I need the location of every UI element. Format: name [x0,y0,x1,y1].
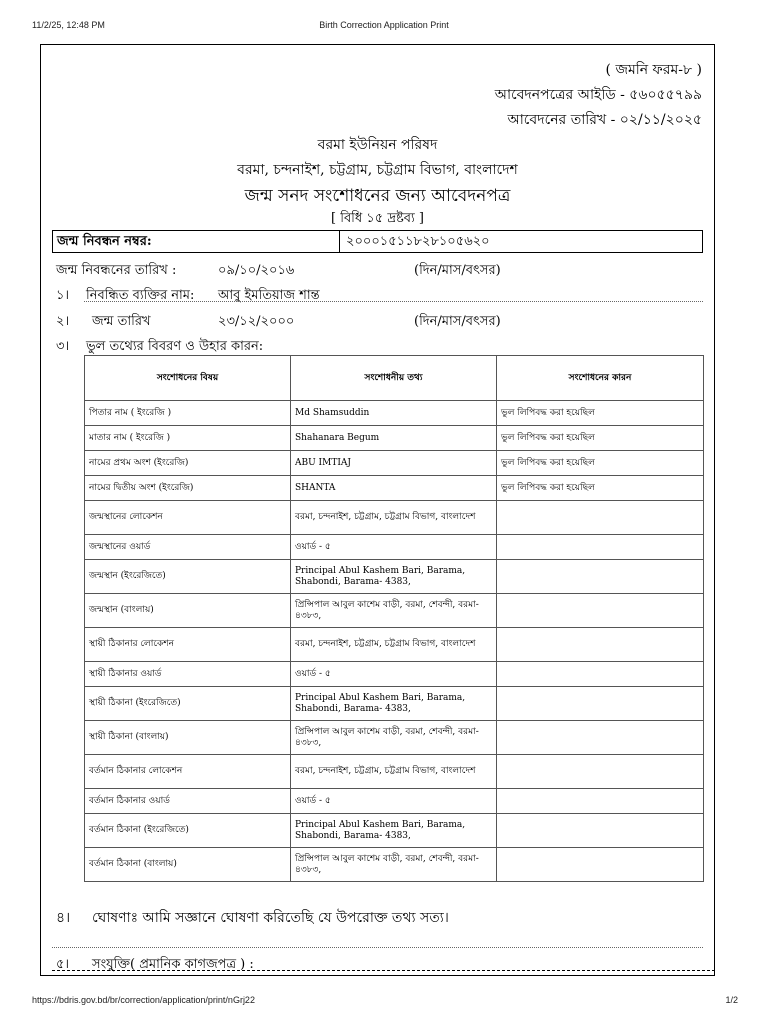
row-corrected-info: বরমা, চন্দনাইশ, চট্টগ্রাম, চট্টগ্রাম বিভাগ, বাংলাদেশ [291,628,497,662]
row-reason [497,721,704,755]
registered-name: আবু ইমতিয়াজ শান্ত [218,288,320,303]
office-name: বরমা ইউনিয়ন পরিষদ [317,137,438,153]
print-datetime: 11/2/25, 12:48 PM [32,20,105,30]
registration-number-box [52,230,703,253]
row-subject: বর্তমান ঠিকানা (বাংলায়) [85,848,291,882]
birth-date-format: (দিন/মাস/বৎসর) [414,314,501,329]
table-row [85,426,704,451]
row-corrected-info: প্রিন্সিপাল আবুল কাশেম বাড়ী, বরমা, শেবন্দী, বরমা- ৪৩৮৩, [291,721,497,755]
table-row [85,662,704,687]
item1-number: ১। [56,288,70,303]
row-reason [497,560,704,594]
row-corrected-info: Principal Abul Kashem Bari, Barama, Shabondi, Barama- 4383, [291,560,497,594]
row-corrected-info: ABU IMTIAJ [291,451,497,476]
declaration-text: ঘোষণাঃ আমি সজ্ঞানে ঘোষণা করিতেছি যে উপরোক্ত তথ্য সত্য। [92,910,449,926]
row-reason [497,814,704,848]
table-row [85,628,704,662]
row-subject: নামের দ্বিতীয় অংশ (ইংরেজি) [85,476,291,501]
row-corrected-info: Principal Abul Kashem Bari, Barama, Shabondi, Barama- 4383, [291,687,497,721]
table-row [85,789,704,814]
row-subject: নামের প্রথম অংশ (ইংরেজি) [85,451,291,476]
row-reason [497,662,704,687]
application-id: আবেদনপত্রের আইডি - ৫৬০৫৫৭৯৯ [494,87,702,103]
row-corrected-info: Principal Abul Kashem Bari, Barama, Shabondi, Barama- 4383, [291,814,497,848]
row-corrected-info: ওয়ার্ড - ৫ [291,789,497,814]
row-subject: বর্তমান ঠিকানা (ইংরেজিতে) [85,814,291,848]
row-corrected-info: প্রিন্সিপাল আবুল কাশেম বাড়ী, বরমা, শেবন্দী, বরমা- ৪৩৮৩, [291,848,497,882]
row-reason: ভুল লিপিবদ্ধ করা হয়েছিল [497,401,704,426]
row-subject: জন্মস্থান (বাংলায়) [85,594,291,628]
row-corrected-info: ওয়ার্ড - ৫ [291,662,497,687]
table-row [85,594,704,628]
header-reason: সংশোধনের কারন [497,356,704,401]
row-reason [497,628,704,662]
row-reason [497,848,704,882]
table-row [85,721,704,755]
row-subject: জন্মস্থানের লোকেশন [85,501,291,535]
row-reason: ভুল লিপিবদ্ধ করা হয়েছিল [497,476,704,501]
item1-dotted-line [84,301,703,302]
table-row [85,848,704,882]
row-reason [497,535,704,560]
table-row [85,535,704,560]
table-row [85,451,704,476]
row-corrected-info: Shahanara Begum [291,426,497,451]
form-code: ( জমনি ফরম-৮ ) [605,62,702,78]
header-subject: সংশোধনের বিষয় [85,356,291,401]
row-corrected-info: ওয়ার্ড - ৫ [291,535,497,560]
row-corrected-info: Md Shamsuddin [291,401,497,426]
row-subject: মাতার নাম ( ইংরেজি ) [85,426,291,451]
registration-number-label: জন্ম নিবন্ধন নম্বর: [53,231,340,252]
page-cut-line [52,970,715,971]
item3-number: ৩। [56,339,70,354]
row-reason [497,594,704,628]
item4-number: ৪। [56,910,71,926]
registration-number-value: ২০০০১৫১১৮২৮১০৫৬২০ [346,234,490,249]
row-subject: স্থায়ী ঠিকানার লোকেশন [85,628,291,662]
item1-label: নিবন্ধিত ব্যক্তির নাম: [86,288,195,303]
item3-label: ভুল তথ্যের বিবরণ ও উহার কারন: [86,339,264,354]
row-subject: বর্তমান ঠিকানার ওয়ার্ড [85,789,291,814]
header-corrected-info: সংশোধনীয় তথ্য [291,356,497,401]
table-row [85,814,704,848]
row-subject: স্থায়ী ঠিকানার ওয়ার্ড [85,662,291,687]
row-reason [497,755,704,789]
birth-date-value: ২৩/১২/২০০০ [218,314,295,329]
item2-label: জন্ম তারিখ [92,314,151,329]
print-page-title: Birth Correction Application Print [319,20,449,30]
row-corrected-info: বরমা, চন্দনাইশ, চট্টগ্রাম, চট্টগ্রাম বিভাগ, বাংলাদেশ [291,755,497,789]
row-subject: পিতার নাম ( ইংরেজি ) [85,401,291,426]
rule-reference: [ বিধি ১৫ দ্রষ্টব্য ] [331,211,424,226]
application-date: আবেদনের তারিখ - ০২/১১/২০২৫ [507,112,702,128]
form-title: জন্ম সনদ সংশোধনের জন্য আবেদনপত্র [244,186,511,206]
row-reason: ভুল লিপিবদ্ধ করা হয়েছিল [497,451,704,476]
row-reason [497,789,704,814]
table-row [85,687,704,721]
row-reason: ভুল লিপিবদ্ধ করা হয়েছিল [497,426,704,451]
item5-number: ৫। [56,957,70,972]
registration-date-value: ০৯/১০/২০১৬ [218,263,295,278]
row-subject: বর্তমান ঠিকানার লোকেশন [85,755,291,789]
office-address: বরমা, চন্দনাইশ, চট্টগ্রাম, চট্টগ্রাম বিভাগ, বাংলাদেশ [237,162,518,178]
row-subject: জন্মস্থান (ইংরেজিতে) [85,560,291,594]
row-subject: স্থায়ী ঠিকানা (ইংরেজিতে) [85,687,291,721]
row-corrected-info: প্রিন্সিপাল আবুল কাশেম বাড়ী, বরমা, শেবন্দী, বরমা- ৪৩৮৩, [291,594,497,628]
attachment-label: সংযুক্তি( প্রমানিক কাগজপত্র ) : [92,957,254,972]
correction-table [84,355,704,882]
table-row [85,501,704,535]
registration-date-format: (দিন/মাস/বৎসর) [414,263,501,278]
row-reason [497,501,704,535]
print-page-number: 1/2 [725,995,738,1005]
row-corrected-info: SHANTA [291,476,497,501]
table-row [85,755,704,789]
row-corrected-info: বরমা, চন্দনাইশ, চট্টগ্রাম, চট্টগ্রাম বিভাগ, বাংলাদেশ [291,501,497,535]
table-header-row [85,356,704,401]
item2-number: ২। [56,314,70,329]
print-url: https://bdris.gov.bd/br/correction/application/print/nGrj22 [32,995,255,1005]
correction-table-body [85,401,704,882]
row-subject: স্থায়ী ঠিকানা (বাংলায়) [85,721,291,755]
table-row [85,476,704,501]
table-row [85,560,704,594]
registration-date-label: জন্ম নিবন্ধনের তারিখ : [56,263,177,278]
declaration-dotted-line [52,947,703,948]
row-reason [497,687,704,721]
row-subject: জন্মস্থানের ওয়ার্ড [85,535,291,560]
table-row [85,401,704,426]
